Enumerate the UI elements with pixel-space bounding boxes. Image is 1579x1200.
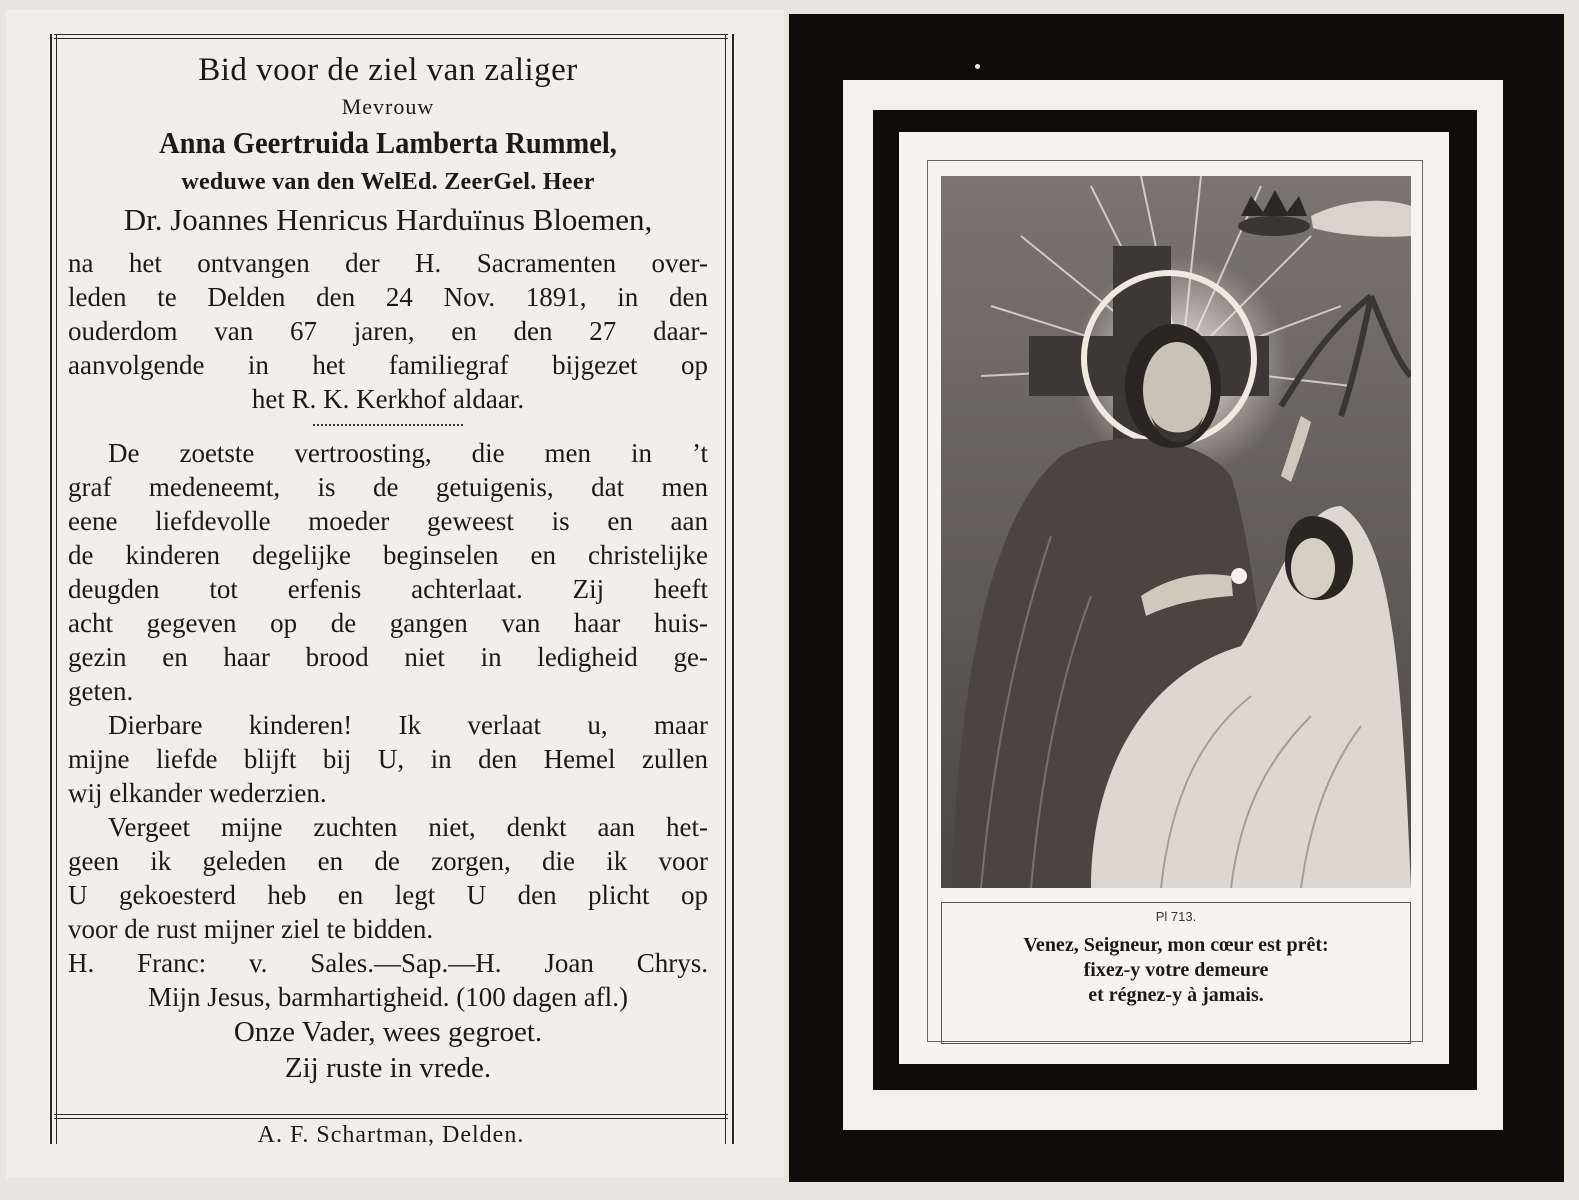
bottom-rule-inner (54, 1118, 728, 1119)
caption-box (941, 902, 1411, 1044)
deceased-name: Anna Geertruida Lamberta Rummel, (159, 125, 617, 160)
engraving-svg (941, 176, 1411, 888)
text-line: de kinderen degelijke beginselen en christelijke (68, 540, 708, 570)
text-line: eene liefdevolle moeder geweest is en aan (68, 506, 708, 536)
prayer-line: Onze Vader, wees gegroet. (233, 1016, 543, 1048)
sources-line: H. Franc: v. Sales.—Sap.—H. Joan Chrys. (68, 948, 708, 978)
husband-name: Dr. Joannes Henricus Harduïnus Bloemen, (123, 202, 653, 237)
death-line: aanvolgende in het familiegraf bijgezet op (68, 350, 708, 380)
image-paper (899, 132, 1449, 1064)
top-rule-inner (54, 38, 728, 39)
text-line: wij elkander wederzien. (68, 778, 327, 808)
prayer-heading: Bid voor de ziel van zaliger (198, 52, 578, 88)
figure-face (1291, 538, 1335, 598)
text-line: De zoetste vertroosting, die men in ’t (108, 438, 708, 468)
indulgence-line: Mijn Jesus, barmhartigheid. (100 dagen afl.) (148, 982, 628, 1012)
dotted-divider (313, 424, 463, 426)
plate-number: Pl 713. (1155, 909, 1197, 924)
devotional-engraving (941, 176, 1411, 888)
text-line: deugden tot erfenis achterlaat. Zij heeft (68, 574, 708, 604)
death-line: ouderdom van 67 jaren, en den 27 daar- (68, 316, 708, 346)
bottom-rule (54, 1114, 728, 1115)
text-line: Vergeet mijne zuchten niet, denkt aan het- (108, 812, 708, 842)
text-line: gezin en haar brood niet in ledigheid ge- (68, 642, 708, 672)
caption-line: fixez-y votre demeure (1083, 959, 1269, 981)
card-text-column (68, 48, 708, 1086)
top-rule (54, 34, 728, 35)
death-line: het R. K. Kerkhof aldaar. (251, 384, 525, 414)
memorial-card-image (789, 14, 1564, 1182)
speck (975, 64, 980, 69)
caption-line: et régnez-y à jamais. (1088, 984, 1264, 1006)
paragraph-children (68, 708, 708, 810)
title-mevrouw: Mevrouw (341, 94, 435, 119)
text-line: voor de rust mijner ziel te bidden. (68, 914, 434, 944)
widow-line: weduwe van den WelEd. ZeerGel. Heer (181, 169, 595, 195)
text-line: Dierbare kinderen! Ik verlaat u, maar (108, 710, 708, 740)
memorial-card-text (6, 10, 784, 1178)
text-line: geten. (68, 676, 134, 706)
host (1231, 568, 1247, 584)
text-line: geen ik geleden en de zorgen, die ik voor (68, 846, 708, 876)
text-line: acht gegeven op de gangen van haar huis- (68, 608, 708, 638)
death-line: na het ontvangen der H. Sacramenten over- (68, 248, 708, 278)
text-line: U gekoesterd heb en legt U den plicht op (68, 880, 708, 910)
rest-in-peace: Zij ruste in vrede. (284, 1052, 492, 1084)
text-line: graf medeneemt, is de getuigenis, dat men (68, 472, 708, 502)
text-line: mijne liefde blijft bij U, in den Hemel zullen (68, 744, 708, 774)
white-border (843, 80, 1503, 1130)
death-line: leden te Delden den 24 Nov. 1891, in den (68, 282, 708, 312)
mourning-border (873, 110, 1477, 1090)
caption-text (942, 933, 1410, 1008)
death-notice (68, 246, 708, 416)
caption-line: Venez, Seigneur, mon cœur est prêt: (1023, 934, 1329, 956)
crown-band (1238, 216, 1310, 236)
printer-imprint: A. F. Schartman, Delden. (257, 1122, 525, 1148)
paragraph-remembrance (68, 810, 708, 946)
paragraph-consolation (68, 436, 708, 708)
